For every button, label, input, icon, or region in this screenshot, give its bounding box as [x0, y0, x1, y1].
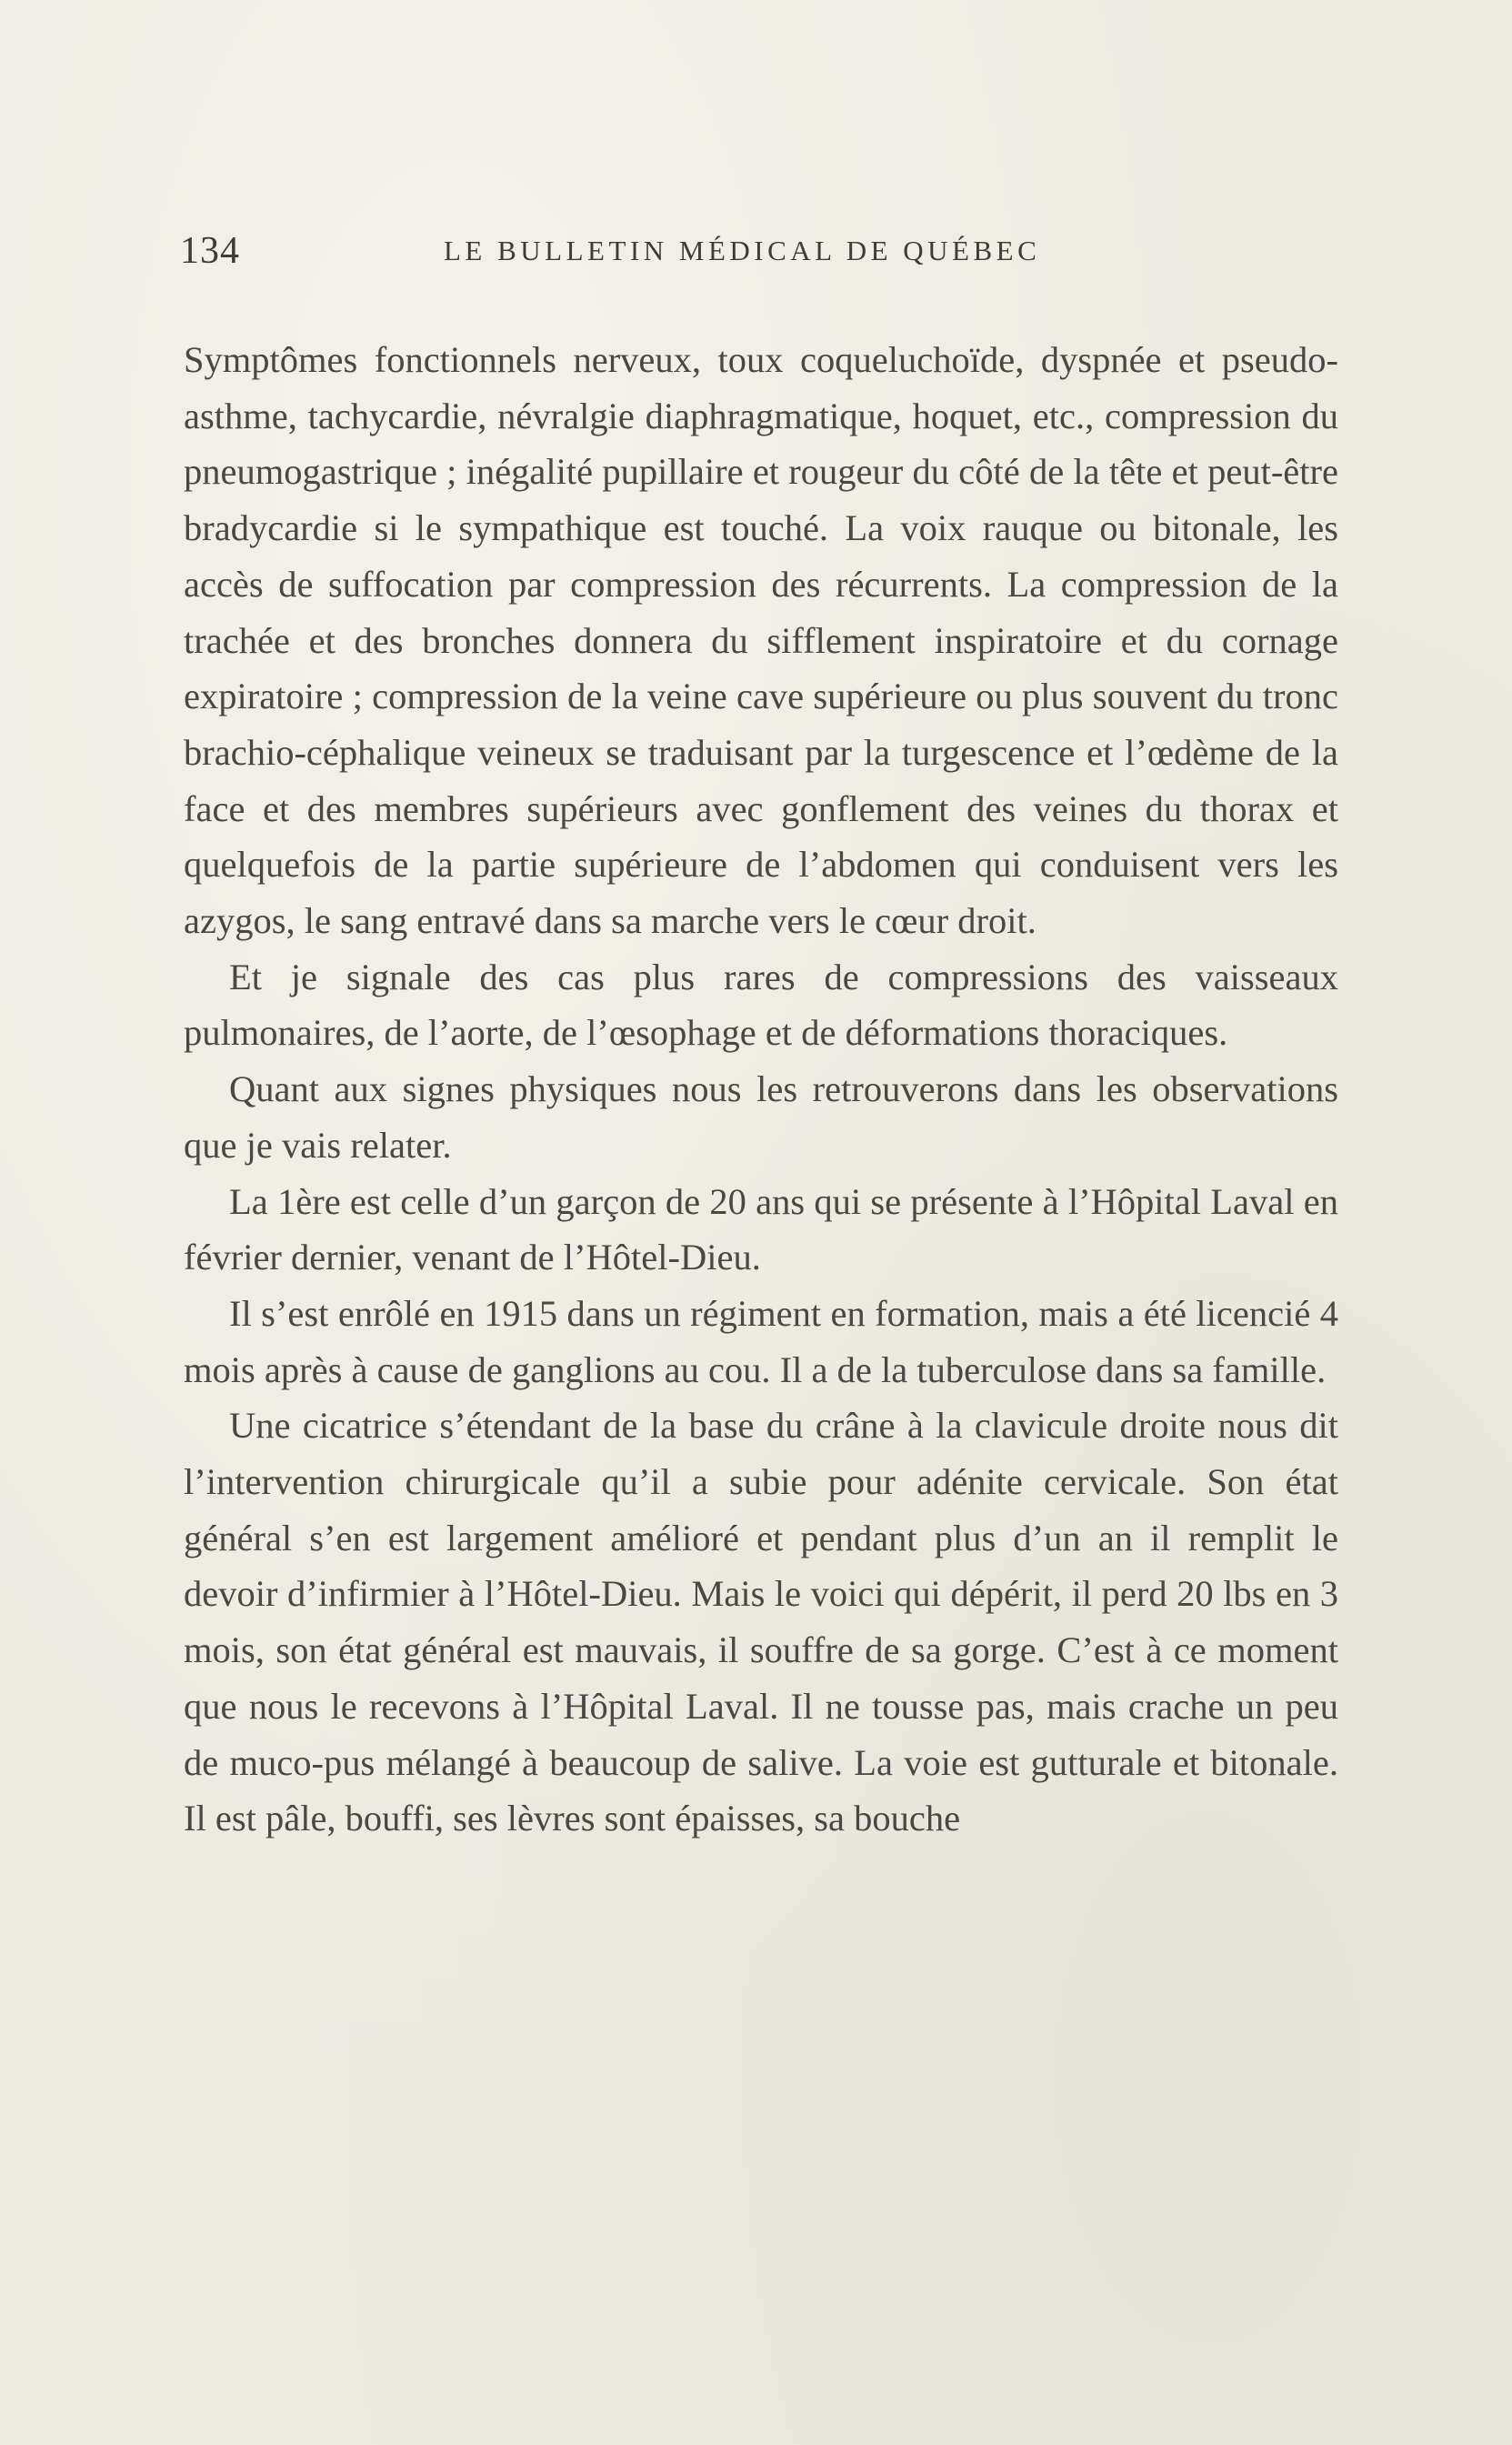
paragraph-enlistment: Il s’est enrôlé en 1915 dans un régiment en formation, mais a été licencié 4 mois après à cause de ganglions au cou. Il a de la tuberculose dans sa famille. — [184, 1292, 1338, 1390]
body-text — [184, 332, 1338, 1847]
paragraph-scar: Une cicatrice s’étendant de la base du crâne à la clavicule droite nous dit l’intervention chirurgicale qu’il a subie pour adénite cervicale. Son état général s’en est largement amélioré et pendant plus d’un an il remplit le devoir d’infirmier à l’Hôtel-Dieu. Mais le voici qui dépérit, il perd 20 lbs en 3 mois, son état général est mauvais, il souffre de sa gorge. C’est à ce moment que nous le recevons à l’Hôpital Laval. Il ne tousse pas, mais crache un peu de muco-pus mélangé à beaucoup de salive. La voie est gutturale et bitonale. Il est pâle, bouffi, ses lèvres sont épaisses, sa bouche — [184, 1405, 1338, 1839]
paragraph-physical-signs: Quant aux signes physiques nous les retrouverons dans les observations que je vais relater. — [184, 1068, 1338, 1166]
paragraph-rare-compressions: Et je signale des cas plus rares de compressions des vaisseaux pulmonaires, de l’aorte, de l’œsophage et de déformations thoraciques. — [184, 956, 1338, 1054]
journal-title: LE BULLETIN MÉDICAL DE QUÉBEC — [444, 235, 1041, 266]
paragraph-symptoms: Symptômes fonctionnels nerveux, toux coqueluchoïde, dyspnée et pseudo-asthme, tachycardie, névralgie diaphragmatique, hoquet, etc., compression du pneumogastrique ; inégalité pupillaire et rougeur du côté de la tête et peut-être bradycardie si le sympathique est touché. La voix rauque ou bitonale, les accès de suffocation par compression des récurrents. La compression de la trachée et des bronches donnera du sifflement inspiratoire et du cornage expiratoire ; compression de la veine cave supérieure ou plus souvent du tronc brachio-céphalique veineux se traduisant par la turgescence et l’œdème de la face et des membres supérieurs avec gonflement des veines du thorax et quelquefois de la partie supérieure de l’abdomen qui conduisent vers les azygos, le sang entravé dans sa marche vers le cœur droit. — [184, 339, 1338, 942]
running-header — [180, 229, 1362, 284]
paragraph-first-case: La 1ère est celle d’un garçon de 20 ans qui se présente à l’Hôpital Laval en février dernier, venant de l’Hôtel-Dieu. — [184, 1180, 1338, 1278]
page-number: 134 — [180, 230, 240, 272]
